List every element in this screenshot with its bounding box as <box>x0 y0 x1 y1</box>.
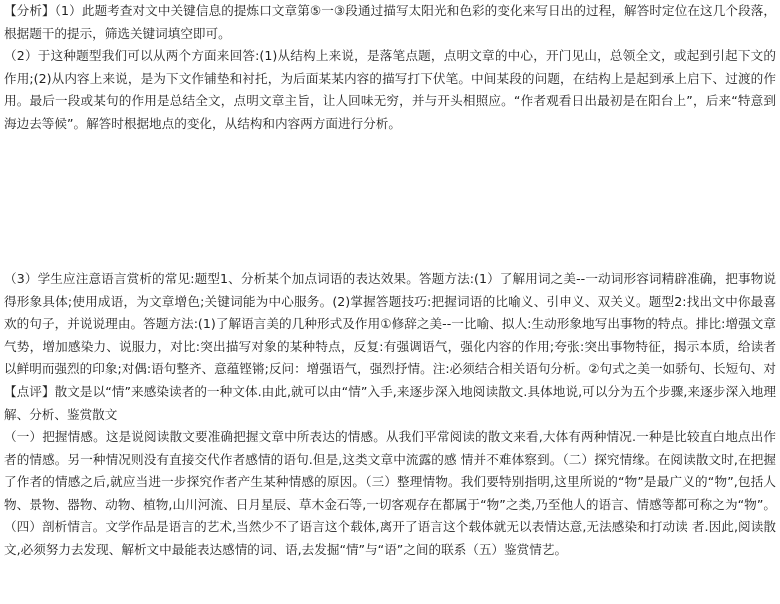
comment-steps: （一）把握情感。这是说阅读散文要准确把握文章中所表达的情感。从我们平常阅读的散文来看,大体有两种情况.一种是比较直白地点出作者的情感。另一种情况则没有直接交代作者感情的语句.但是,这类文章中流露的感 情并不难体察到。（二）探究情缘。在阅读散文时,在把握了作者的情感之后,就应当进一步探究作者产生某种情感的原因。（三）整理情物。我们要特别指明,这里所说的“物”是最广义的“物”,包括人物、景物、器物、动物、植物,山川河流、日月星辰、草木金石等,一切客观存在都属于“物”之类,乃至他人的语言、情感等都可称之为“物”。（四）剖析情言。文学作品是语言的艺术,当然少不了语言这个载体,离开了语言这个载体就无以表情达意,无法感染和打动读 者.因此,阅读散文,必须努力去发现、解析文中最能表达感情的词、语,去发掘“情”与“语”之间的联系（五）鉴赏情艺。 <box>4 429 776 557</box>
comment-intro: 散文是以“情”来感染读者的一种文体.由此,就可以由“情”入手,来逐步深入地阅读散文.具体地说,可以分为五个步骤,来逐步深入地理解、分析、鉴赏散文 <box>4 384 776 422</box>
analysis-paragraph-2 <box>4 45 776 135</box>
comment-section <box>4 381 776 604</box>
analysis-paragraph-1 <box>4 0 776 45</box>
analysis-paragraph-3 <box>4 268 776 376</box>
analysis-section-language <box>4 268 776 376</box>
comment-paragraph-2 <box>4 426 776 561</box>
comment-paragraph-1 <box>4 381 776 426</box>
analysis-point-3: （3）学生应注意语言赏析的常见:题型1、分析某个加点词语的表达效果。答题方法:(1）了解用词之美--一动词形容词精辟准确，把事物说得形象具体;使用成语，为文章增色;关键词能为中心服务。(2)掌握答题技巧:把握词语的比喻义、引申义、双关义。题型2:找出文中你最喜欢的句子，并说说理由。答题方法:(1)了解语言美的几种形式及作用①修辞之美--一比喻、拟人:生动形象地写出事物的特点。排比:增强文章气势，增加感染力、说服力，对比:突出描写对象的某种特点，反复:有强调语气，强化内容的作用;夸张:突出事物特征，揭示本质，给读者以鲜明而强烈的印象;对偶:语句整齐、意蕴铿锵;反问：增强语气，强烈抒情。注:必须结合相关语句分析。②句式之美一如骄句、长短句、对 <box>4 271 776 376</box>
analysis-point-1: （1）此题考查对文中关键信息的提炼口文章第⑤一③段通过描写太阳光和色彩的变化来写日出的过程，解答时定位在这几个段落，根据题干的提示，筛选关键词填空即可。 <box>4 3 776 41</box>
analysis-label: 【分析】 <box>4 3 55 18</box>
analysis-point-2: （2）于这种题型我们可以从两个方面来回答:(1)从结构上来说，是落笔点题，点明文章的中心，开门见山，总领全文，或起到引起下文的作用;(2)从内容上来说，是为下文作铺垫和衬托，为后面某某内容的描写打下伏笔。中间某段的问题，在结构上是起到承上启下、过渡的作用。最后一段或某句的作用是总结全文，点明文章主旨，让人回味无穷，并与开头相照应。“作者观看日出最初是在阳台上”，后来“特意到海边去等候”。解答时根据地点的变化，从结构和内容两方面进行分析。 <box>4 48 776 131</box>
comment-label: 【点评】 <box>4 384 55 399</box>
analysis-section <box>4 0 776 270</box>
